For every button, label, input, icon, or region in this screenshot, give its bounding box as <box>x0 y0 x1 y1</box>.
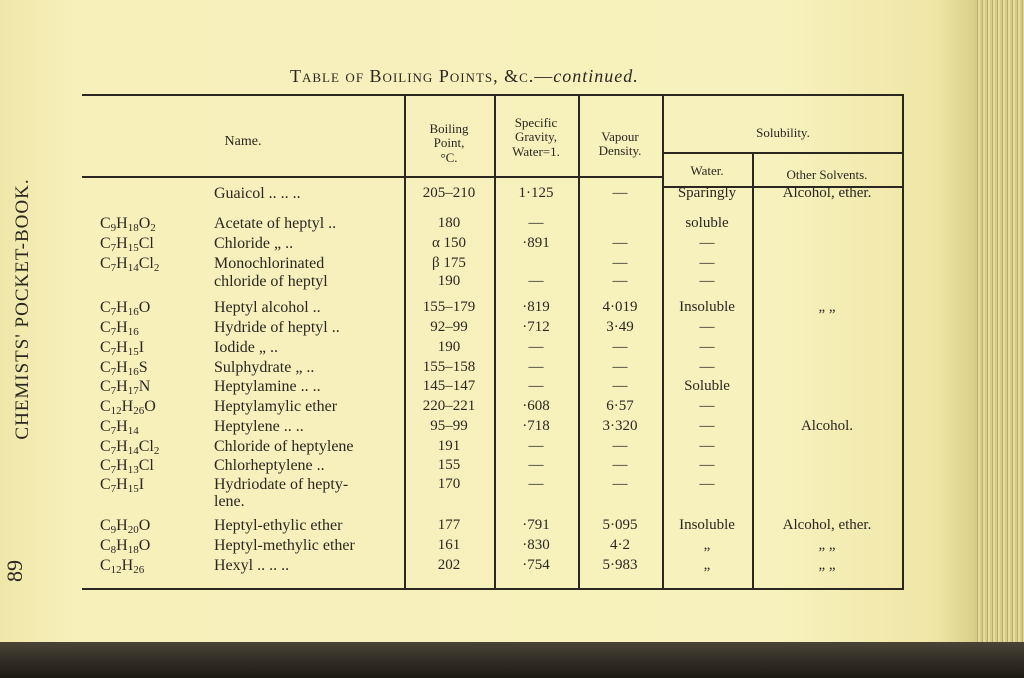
header-name: Name. <box>224 134 262 149</box>
cell-vd: — <box>612 255 628 271</box>
cell-bp: 190 <box>437 339 461 355</box>
cell-formula: $C_7H_{17}N$ <box>100 378 151 397</box>
cell-name: Sulphydrate „ .. <box>214 359 315 376</box>
cell-formula: $C_7H_{15}Cl$ <box>100 235 154 254</box>
cell-water: — <box>699 457 715 473</box>
cell-vd: — <box>612 378 628 394</box>
cell-water: Insoluble <box>679 299 735 315</box>
cell-sg: ·718 <box>522 418 550 434</box>
table-bottom-rule <box>82 588 904 590</box>
cell-formula: $C_8H_{18}O$ <box>100 537 151 556</box>
cell-water: — <box>699 339 715 355</box>
cell-vd: — <box>612 476 628 492</box>
cell-name: Hexyl .. .. .. <box>214 557 290 574</box>
cell-water: Sparingly <box>677 185 737 201</box>
cell-formula: $C_7H_{16}O$ <box>100 299 151 318</box>
cell-bp: 155–158 <box>422 359 476 375</box>
cell-other: „ „ <box>818 557 836 573</box>
cell-bp: 145–147 <box>422 378 476 394</box>
cell-sg: — <box>528 215 544 231</box>
cell-name: Hydride of heptyl .. <box>214 319 340 336</box>
cell-name: Chloride „ .. <box>214 235 294 252</box>
cell-vd: 3·49 <box>606 319 634 335</box>
cell-sg: — <box>528 359 544 375</box>
cell-formula: $C_7H_{16}$ <box>100 319 139 338</box>
cell-water: — <box>699 255 715 271</box>
cell-vd: — <box>612 235 628 251</box>
page-number: 89 <box>2 560 27 582</box>
cell-name: Monochlorinated <box>214 255 325 272</box>
cell-bp: 180 <box>437 215 461 231</box>
header-solubility: Solubility. <box>756 125 810 140</box>
header-rule <box>82 176 662 178</box>
cell-sg: — <box>528 438 544 454</box>
cell-formula: $C_7H_{14}Cl_2$ <box>100 438 160 457</box>
cell-formula: $C_9H_{20}O$ <box>100 517 151 536</box>
cell-sg: 1·125 <box>518 185 554 201</box>
cell-formula: $C_7H_{14}Cl_2$ <box>100 255 160 274</box>
cell-vd: 5·983 <box>602 557 638 573</box>
cell-sg: ·819 <box>522 299 550 315</box>
cell-name: Chlorheptylene .. <box>214 457 325 474</box>
cell-name: lene. <box>214 493 245 510</box>
header-boiling: Boiling Point, °C. <box>429 121 469 165</box>
cell-name: chloride of heptyl <box>214 273 328 290</box>
cell-bp: 191 <box>437 438 461 454</box>
cell-sg: ·754 <box>522 557 550 573</box>
cell-vd: 6·57 <box>606 398 634 414</box>
cell-sg: — <box>528 476 544 492</box>
cell-formula: $C_7H_{15}I$ <box>100 339 145 358</box>
cell-name: Heptylamylic ether <box>214 398 338 415</box>
cell-water: — <box>699 359 715 375</box>
cell-vd: — <box>612 438 628 454</box>
table-top-rule <box>82 94 904 96</box>
cell-water: soluble <box>685 215 729 231</box>
cell-water: „ <box>703 537 711 553</box>
cell-bp: β 175 <box>432 255 466 271</box>
cell-name: Heptyl-methylic ether <box>214 537 355 554</box>
cell-water: — <box>699 273 715 289</box>
col-rule-6 <box>902 94 904 590</box>
cell-water: — <box>699 438 715 454</box>
page-edges <box>975 0 1024 678</box>
cell-vd: — <box>612 273 628 289</box>
cell-bp: 190 <box>437 273 461 289</box>
cell-sg: — <box>528 378 544 394</box>
cell-formula: $C_9H_{18}O_2$ <box>100 215 156 234</box>
book-shadow <box>0 642 1024 678</box>
cell-water: — <box>699 418 715 434</box>
cell-vd: — <box>612 359 628 375</box>
header-other: Other Solvents. <box>786 167 868 182</box>
cell-vd: 3·320 <box>602 418 638 434</box>
cell-bp: 155–179 <box>422 299 476 315</box>
cell-other: Alcohol, ether. <box>782 517 872 533</box>
cell-bp: 170 <box>437 476 461 492</box>
cell-other: Alcohol, ether. <box>782 185 872 201</box>
cell-vd: 4·019 <box>602 299 638 315</box>
header-water: Water. <box>690 163 724 178</box>
cell-sg: ·608 <box>522 398 550 414</box>
cell-vd: 5·095 <box>602 517 638 533</box>
boiling-points-table <box>82 94 904 590</box>
cell-formula: $C_7H_{14}$ <box>100 418 139 437</box>
cell-water: Insoluble <box>679 517 735 533</box>
cell-bp: 202 <box>437 557 461 573</box>
cell-other: „ „ <box>818 299 836 315</box>
cell-vd: — <box>612 185 628 201</box>
cell-bp: 161 <box>437 537 461 553</box>
cell-name: Acetate of heptyl .. <box>214 215 337 232</box>
cell-sg: ·830 <box>522 537 550 553</box>
cell-water: — <box>699 476 715 492</box>
cell-name: Guaicol .. .. .. <box>214 185 301 202</box>
cell-bp: 95–99 <box>430 418 468 434</box>
cell-sg: ·891 <box>522 235 550 251</box>
cell-bp: 205–210 <box>422 185 476 201</box>
cell-name: Heptyl alcohol .. <box>214 299 321 316</box>
cell-sg: ·712 <box>522 319 550 335</box>
cell-other: Alcohol. <box>800 418 854 434</box>
table-caption <box>290 66 639 87</box>
cell-water: — <box>699 398 715 414</box>
cell-bp: 177 <box>437 517 461 533</box>
cell-sg: — <box>528 339 544 355</box>
cell-bp: 155 <box>437 457 461 473</box>
caption-italic: continued. <box>553 66 639 86</box>
cell-bp: α 150 <box>431 235 467 251</box>
cell-water: — <box>699 235 715 251</box>
cell-water: „ <box>703 557 711 573</box>
cell-vd: — <box>612 457 628 473</box>
cell-name: Heptylene .. .. <box>214 418 304 435</box>
cell-name: Chloride of heptylene <box>214 438 354 455</box>
cell-formula: $C_7H_{16}S$ <box>100 359 148 378</box>
cell-other: „ „ <box>818 537 836 553</box>
cell-formula: $C_{12}H_{26}$ <box>100 557 145 576</box>
cell-formula: $C_{12}H_{26}O$ <box>100 398 156 417</box>
cell-formula: $C_7H_{13}Cl$ <box>100 457 154 476</box>
cell-formula: $C_7H_{15}I$ <box>100 476 145 495</box>
solubility-rule <box>662 152 904 154</box>
cell-name: Iodide „ .. <box>214 339 278 356</box>
caption-main: Table of Boiling Points, &c.— <box>290 66 554 86</box>
side-running-title: CHEMISTS' POCKET-BOOK. <box>12 178 33 440</box>
cell-water: Soluble <box>684 378 730 394</box>
cell-sg: ·791 <box>522 517 550 533</box>
cell-vd: — <box>612 339 628 355</box>
cell-sg: — <box>528 273 544 289</box>
cell-bp: 92–99 <box>430 319 468 335</box>
cell-name: Heptyl-ethylic ether <box>214 517 343 534</box>
cell-sg: — <box>528 457 544 473</box>
cell-water: — <box>699 319 715 335</box>
cell-vd: 4·2 <box>610 537 630 553</box>
cell-bp: 220–221 <box>422 398 476 414</box>
header-vapour: Vapour Density. <box>598 129 642 159</box>
cell-name: Heptylamine .. .. <box>214 378 321 395</box>
header-gravity: Specific Gravity, Water=1. <box>512 115 560 159</box>
cell-name: Hydriodate of hepty- <box>214 476 349 493</box>
